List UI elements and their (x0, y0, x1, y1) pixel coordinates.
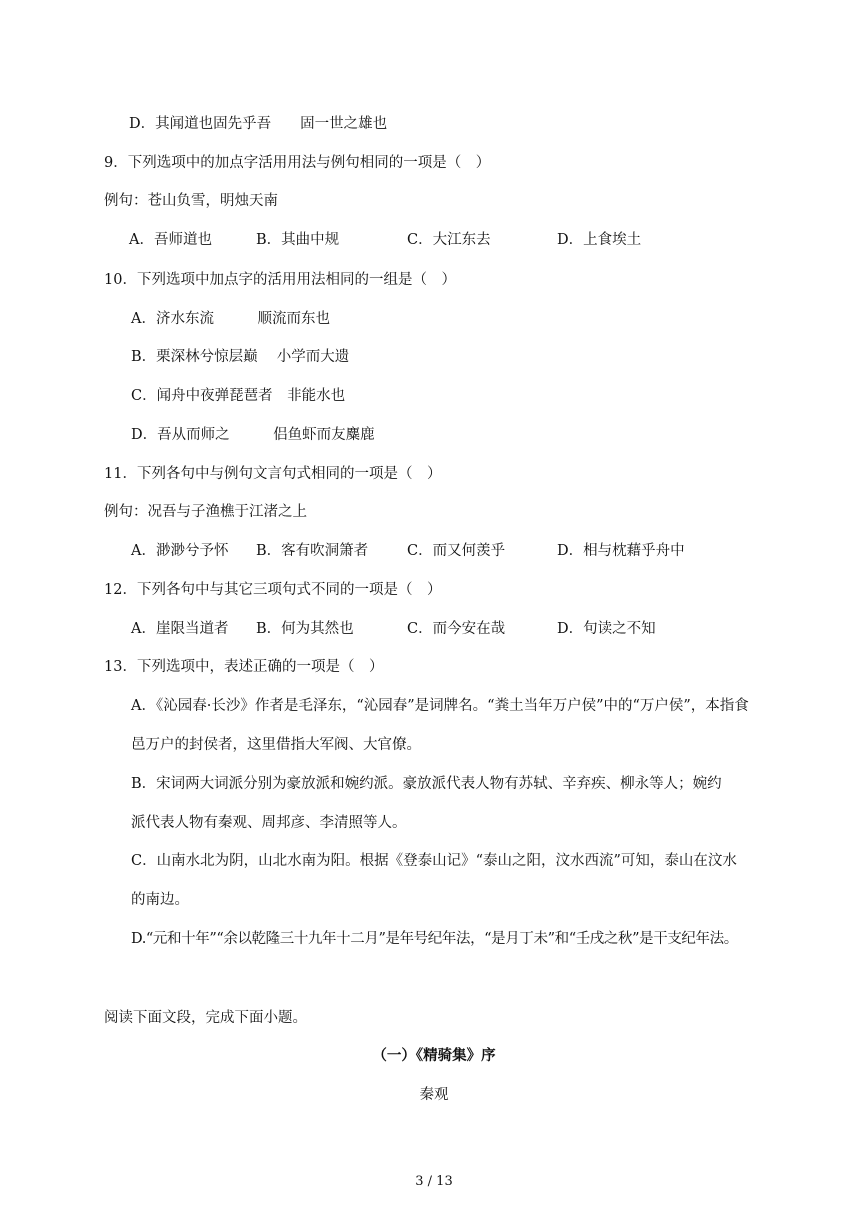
q10-option-d: D．吾从而师之 侣鱼虾而友麋鹿 (131, 427, 375, 443)
q12-option-a: A．崖限当道者 (131, 621, 229, 637)
q13-option-b-line2: 派代表人物有秦观、周邦彦、李清照等人。 (131, 815, 407, 831)
q9-stem: 9．下列选项中的加点字活用用法与例句相同的一项是（ ） (104, 155, 491, 171)
q13-option-a-line2: 邑万户的封侯者，这里借指大军阀、大官僚。 (131, 737, 421, 753)
q11-option-b: B．客有吹洞箫者 (256, 543, 369, 559)
q13-option-c-line2: 的南边。 (131, 892, 189, 908)
q11-stem: 11．下列各句中与例句文言句式相同的一项是（ ） (104, 466, 442, 482)
q13-option-a-line1: A．《沁园春·长沙》作者是毛泽东，“沁园春”是词牌名。“粪土当年万户侯”中的“万户侯”，本指食 (131, 698, 749, 714)
q10-option-b: B．栗深林兮惊层巅 小学而大遗 (131, 349, 350, 365)
q11-option-d: D．相与枕藉乎舟中 (557, 543, 685, 559)
q11-option-c: C．而又何羡乎 (407, 543, 506, 559)
q9-example: 例句：苍山负雪，明烛天南 (104, 193, 278, 209)
q11-example: 例句：况吾与子渔樵于江渚之上 (104, 504, 307, 520)
q12-option-c: C．而今安在哉 (407, 621, 506, 637)
q9-option-d: D．上食埃土 (557, 232, 642, 248)
q8-option-d: D．其闻道也固先乎吾 固一世之雄也 (129, 116, 388, 132)
q12-option-d: D．句读之不知 (557, 621, 656, 637)
q12-option-b: B．何为其然也 (256, 621, 354, 637)
reading-intro: 阅读下面文段，完成下面小题。 (104, 1010, 307, 1026)
q10-option-a: A．济水东流 顺流而东也 (131, 311, 330, 327)
q10-option-c: C．闻舟中夜弹琵琶者 非能水也 (131, 388, 346, 404)
q9-option-c: C．大江东去 (407, 232, 491, 248)
passage-author: 秦观 (419, 1087, 449, 1103)
q12-stem: 12．下列各句中与其它三项句式不同的一项是（ ） (104, 582, 442, 598)
q13-option-c-line1: C．山南水北为阴，山北水南为阳。根据《登泰山记》“泰山之阳，汶水西流”可知，泰山在汶水 (131, 853, 737, 869)
q13-option-d: D.“元和十年”“余以乾隆三十九年十二月”是年号纪年法，“是月丁未”和“壬戌之秋”是干支纪年法。 (131, 931, 738, 947)
q11-option-a: A．渺渺兮予怀 (131, 543, 229, 559)
q9-option-a: A．吾师道也 (129, 232, 212, 248)
q13-stem: 13．下列选项中，表述正确的一项是（ ） (104, 659, 384, 675)
q9-option-b: B．其曲中规 (256, 232, 340, 248)
passage-title: （一）《精骑集》序 (372, 1047, 496, 1064)
q13-option-b-line1: B．宋词两大词派分别为豪放派和婉约派。豪放派代表人物有苏轼、辛弃疾、柳永等人；婉约 (131, 776, 722, 792)
page-number: 3 / 13 (415, 1174, 453, 1189)
q10-stem: 10．下列选项中加点字的活用用法相同的一组是（ ） (104, 272, 456, 288)
